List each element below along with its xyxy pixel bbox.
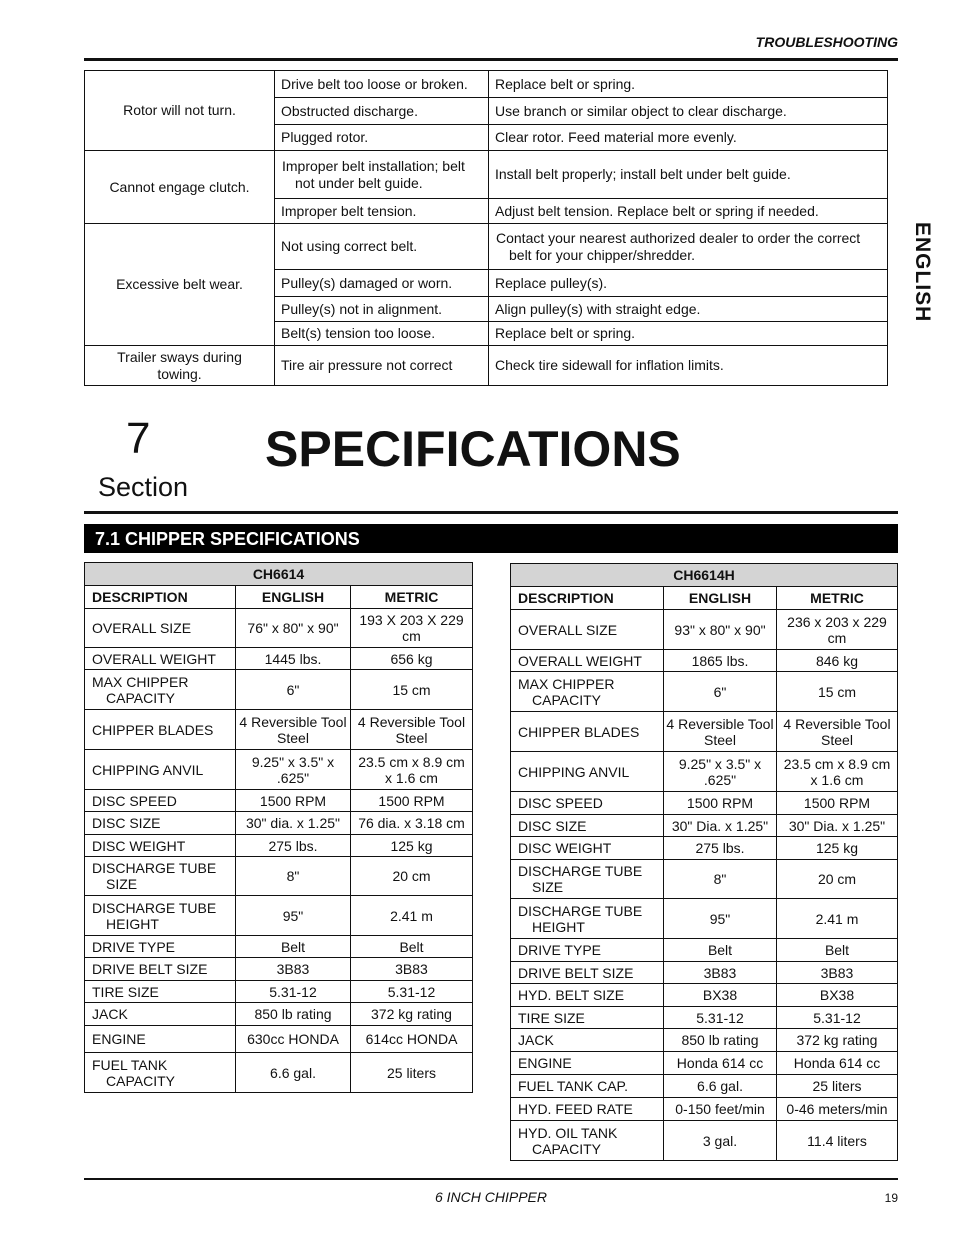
language-side-tab <box>900 222 934 332</box>
problem-cell: Cannot engage clutch. <box>85 151 275 224</box>
problem-cell: Trailer sways during towing. <box>85 346 275 386</box>
spec-english-cell: 30" dia. x 1.25" <box>236 812 351 835</box>
spec-description-cell: HYD. BELT SIZE <box>511 984 664 1007</box>
spec-description-cell: DISCHARGE TUBE HEIGHT <box>511 899 664 939</box>
footer-title: 6 INCH CHIPPER <box>434 1189 548 1205</box>
spec-row <box>85 609 473 648</box>
section-word: Section <box>98 472 189 502</box>
remedy-cell: Replace belt or spring. <box>489 71 888 98</box>
cause-cell: Pulley(s) not in alignment. <box>275 297 489 322</box>
spec-english-cell: 1865 lbs. <box>664 650 777 672</box>
spec-row <box>85 1053 473 1093</box>
spec-row <box>511 1007 898 1029</box>
spec-english-cell: 850 lb rating <box>236 1003 351 1026</box>
spec-english-cell: 5.31-12 <box>664 1007 777 1029</box>
spec-english-cell: 1500 RPM <box>664 792 777 815</box>
spec-row <box>85 710 473 750</box>
spec-english-cell: 6.6 gal. <box>236 1053 351 1093</box>
model-heading: CH6614H <box>511 564 898 587</box>
spec-metric-cell: 11.4 liters <box>777 1121 898 1161</box>
spec-row <box>511 672 898 712</box>
spec-english-cell: 95" <box>236 896 351 936</box>
cause-cell: Pulley(s) damaged or worn. <box>275 270 489 297</box>
spec-row <box>85 835 473 857</box>
spec-english-cell: 1500 RPM <box>236 790 351 812</box>
remedy-cell: Contact your nearest authorized dealer to order the correct belt for your chipper/shredder. <box>489 224 888 270</box>
spec-metric-cell: Belt <box>777 939 898 962</box>
spec-metric-cell: 3B83 <box>777 962 898 984</box>
spec-description-cell: FUEL TANK CAP. <box>511 1075 664 1098</box>
spec-description-cell: DISC SIZE <box>85 812 236 835</box>
spec-metric-cell: 20 cm <box>351 857 473 896</box>
spec-row <box>511 1052 898 1075</box>
spec-row <box>511 860 898 899</box>
spec-description-cell: MAX CHIPPER CAPACITY <box>85 670 236 710</box>
spec-row <box>511 815 898 837</box>
spec-description-cell: DISC WEIGHT <box>511 837 664 860</box>
spec-english-cell: 93" x 80" x 90" <box>664 610 777 650</box>
spec-description-cell: DRIVE TYPE <box>511 939 664 962</box>
running-header: TROUBLESHOOTING <box>755 34 898 50</box>
spec-english-cell: 95" <box>664 899 777 939</box>
spec-metric-cell: 846 kg <box>777 650 898 672</box>
spec-rows <box>511 610 898 1161</box>
spec-metric-cell: 5.31-12 <box>777 1007 898 1029</box>
spec-row <box>85 936 473 958</box>
spec-metric-cell: 125 kg <box>351 835 473 857</box>
table-row <box>85 224 888 270</box>
spec-row <box>511 1098 898 1121</box>
column-header-english: ENGLISH <box>664 587 777 610</box>
spec-metric-cell: 4 Reversible Tool Steel <box>351 710 473 750</box>
cause-cell: Belt(s) tension too loose. <box>275 322 489 346</box>
table-row <box>85 71 888 98</box>
spec-metric-cell: 3B83 <box>351 958 473 981</box>
spec-description-cell: DRIVE TYPE <box>85 936 236 958</box>
spec-metric-cell: 76 dia. x 3.18 cm <box>351 812 473 835</box>
spec-description-cell: OVERALL WEIGHT <box>85 648 236 670</box>
spec-row <box>85 958 473 981</box>
remedy-cell: Replace pulley(s). <box>489 270 888 297</box>
cause-cell: Improper belt tension. <box>275 199 489 224</box>
spec-metric-cell: 2.41 m <box>777 899 898 939</box>
spec-metric-cell: Belt <box>351 936 473 958</box>
spec-description-cell: CHIPPING ANVIL <box>85 750 236 790</box>
cause-cell: Tire air pressure not correct <box>275 346 489 386</box>
section-number: 7 <box>126 414 151 463</box>
table-row <box>85 346 888 386</box>
spec-english-cell: 3 gal. <box>664 1121 777 1161</box>
remedy-cell: Check tire sidewall for inflation limits. <box>489 346 888 386</box>
spec-metric-cell: 1500 RPM <box>777 792 898 815</box>
remedy-cell: Adjust belt tension. Replace belt or spring if needed. <box>489 199 888 224</box>
remedy-cell: Install belt properly; install belt under belt guide. <box>489 151 888 199</box>
spec-metric-cell: 193 X 203 X 229 cm <box>351 609 473 648</box>
spec-metric-cell: 25 liters <box>777 1075 898 1098</box>
footer-rule <box>84 1178 898 1180</box>
spec-english-cell: BX38 <box>664 984 777 1007</box>
spec-description-cell: JACK <box>85 1003 236 1026</box>
spec-english-cell: 4 Reversible Tool Steel <box>664 712 777 752</box>
spec-description-cell: ENGINE <box>85 1026 236 1053</box>
spec-english-cell: 3B83 <box>664 962 777 984</box>
spec-row <box>511 792 898 815</box>
spec-metric-cell: 15 cm <box>777 672 898 712</box>
spec-row <box>85 750 473 790</box>
cause-cell: Plugged rotor. <box>275 125 489 151</box>
spec-metric-cell: 2.41 m <box>351 896 473 936</box>
spec-metric-cell: 4 Reversible Tool Steel <box>777 712 898 752</box>
spec-description-cell: FUEL TANK CAPACITY <box>85 1053 236 1093</box>
spec-description-cell: DISCHARGE TUBE SIZE <box>511 860 664 899</box>
spec-english-cell: 8" <box>236 857 351 896</box>
spec-english-cell: Honda 614 cc <box>664 1052 777 1075</box>
spec-metric-cell: 25 liters <box>351 1053 473 1093</box>
spec-row <box>511 899 898 939</box>
cause-cell: Improper belt installation; belt not under belt guide. <box>275 151 489 199</box>
column-header-metric: METRIC <box>777 587 898 610</box>
cause-cell: Obstructed discharge. <box>275 98 489 125</box>
spec-english-cell: 9.25" x 3.5" x .625" <box>664 752 777 792</box>
spec-row <box>511 1029 898 1052</box>
model-heading: CH6614 <box>85 563 473 586</box>
spec-description-cell: JACK <box>511 1029 664 1052</box>
spec-description-cell: DISC SPEED <box>85 790 236 812</box>
spec-description-cell: HYD. OIL TANK CAPACITY <box>511 1121 664 1161</box>
spec-english-cell: 6.6 gal. <box>664 1075 777 1098</box>
spec-row <box>511 939 898 962</box>
spec-english-cell: 9.25" x 3.5" x .625" <box>236 750 351 790</box>
section-rule <box>84 511 898 514</box>
spec-english-cell: Belt <box>664 939 777 962</box>
spec-english-cell: 5.31-12 <box>236 981 351 1003</box>
spec-english-cell: 630cc HONDA <box>236 1026 351 1053</box>
spec-description-cell: OVERALL SIZE <box>511 610 664 650</box>
spec-description-cell: DISCHARGE TUBE SIZE <box>85 857 236 896</box>
spec-row <box>511 962 898 984</box>
spec-metric-cell: 1500 RPM <box>351 790 473 812</box>
remedy-cell: Use branch or similar object to clear discharge. <box>489 98 888 125</box>
spec-description-cell: OVERALL WEIGHT <box>511 650 664 672</box>
spec-row <box>85 812 473 835</box>
spec-row <box>511 712 898 752</box>
column-header-description: DESCRIPTION <box>511 587 664 610</box>
spec-metric-cell: Honda 614 cc <box>777 1052 898 1075</box>
section-title: SPECIFICATIONS <box>265 421 681 477</box>
remedy-cell: Replace belt or spring. <box>489 322 888 346</box>
spec-row <box>85 1003 473 1026</box>
language-label: ENGLISH <box>911 222 934 323</box>
problem-cell: Excessive belt wear. <box>85 224 275 346</box>
cause-cell: Drive belt too loose or broken. <box>275 71 489 98</box>
spec-english-cell: 3B83 <box>236 958 351 981</box>
spec-english-cell: 0-150 feet/min <box>664 1098 777 1121</box>
spec-metric-cell: BX38 <box>777 984 898 1007</box>
problem-cell: Rotor will not turn. <box>85 71 275 151</box>
spec-rows <box>85 609 473 1093</box>
troubleshooting-table <box>84 70 888 386</box>
spec-metric-cell: 125 kg <box>777 837 898 860</box>
spec-description-cell: CHIPPER BLADES <box>85 710 236 750</box>
spec-row <box>85 981 473 1003</box>
spec-table-ch6614h <box>510 563 898 1161</box>
spec-english-cell: 6" <box>664 672 777 712</box>
spec-row <box>511 984 898 1007</box>
spec-metric-cell: 30" Dia. x 1.25" <box>777 815 898 837</box>
spec-description-cell: TIRE SIZE <box>85 981 236 1003</box>
spec-row <box>511 1121 898 1161</box>
page-number: 19 <box>884 1191 898 1205</box>
spec-metric-cell: 15 cm <box>351 670 473 710</box>
header-rule <box>84 58 898 61</box>
spec-metric-cell: 614cc HONDA <box>351 1026 473 1053</box>
spec-description-cell: MAX CHIPPER CAPACITY <box>511 672 664 712</box>
spec-row <box>511 752 898 792</box>
spec-table-ch6614 <box>84 562 473 1093</box>
remedy-cell: Align pulley(s) with straight edge. <box>489 297 888 322</box>
spec-english-cell: Belt <box>236 936 351 958</box>
spec-metric-cell: 23.5 cm x 8.9 cm x 1.6 cm <box>777 752 898 792</box>
cause-cell: Not using correct belt. <box>275 224 489 270</box>
spec-metric-cell: 23.5 cm x 8.9 cm x 1.6 cm <box>351 750 473 790</box>
spec-row <box>85 857 473 896</box>
spec-description-cell: DISCHARGE TUBE HEIGHT <box>85 896 236 936</box>
spec-description-cell: CHIPPING ANVIL <box>511 752 664 792</box>
column-header-english: ENGLISH <box>236 586 351 609</box>
spec-row <box>85 648 473 670</box>
spec-english-cell: 8" <box>664 860 777 899</box>
spec-description-cell: HYD. FEED RATE <box>511 1098 664 1121</box>
subsection-heading: 7.1 CHIPPER SPECIFICATIONS <box>84 524 898 553</box>
spec-description-cell: OVERALL SIZE <box>85 609 236 648</box>
spec-description-cell: ENGINE <box>511 1052 664 1075</box>
column-header-description: DESCRIPTION <box>85 586 236 609</box>
table-row <box>85 151 888 199</box>
spec-description-cell: CHIPPER BLADES <box>511 712 664 752</box>
spec-metric-cell: 20 cm <box>777 860 898 899</box>
spec-metric-cell: 656 kg <box>351 648 473 670</box>
spec-metric-cell: 236 x 203 x 229 cm <box>777 610 898 650</box>
spec-description-cell: DISC SPEED <box>511 792 664 815</box>
spec-english-cell: 1445 lbs. <box>236 648 351 670</box>
spec-english-cell: 30" Dia. x 1.25" <box>664 815 777 837</box>
spec-row <box>511 837 898 860</box>
spec-english-cell: 6" <box>236 670 351 710</box>
spec-row <box>85 896 473 936</box>
spec-description-cell: DISC SIZE <box>511 815 664 837</box>
remedy-cell: Clear rotor. Feed material more evenly. <box>489 125 888 151</box>
spec-row <box>85 790 473 812</box>
spec-row <box>511 1075 898 1098</box>
spec-description-cell: DRIVE BELT SIZE <box>85 958 236 981</box>
spec-description-cell: TIRE SIZE <box>511 1007 664 1029</box>
spec-row <box>85 1026 473 1053</box>
spec-row <box>511 650 898 672</box>
spec-english-cell: 275 lbs. <box>236 835 351 857</box>
spec-english-cell: 275 lbs. <box>664 837 777 860</box>
spec-description-cell: DISC WEIGHT <box>85 835 236 857</box>
spec-description-cell: DRIVE BELT SIZE <box>511 962 664 984</box>
spec-metric-cell: 372 kg rating <box>777 1029 898 1052</box>
spec-english-cell: 76" x 80" x 90" <box>236 609 351 648</box>
spec-metric-cell: 0-46 meters/min <box>777 1098 898 1121</box>
column-header-metric: METRIC <box>351 586 473 609</box>
spec-metric-cell: 372 kg rating <box>351 1003 473 1026</box>
spec-row <box>85 670 473 710</box>
spec-english-cell: 850 lb rating <box>664 1029 777 1052</box>
spec-metric-cell: 5.31-12 <box>351 981 473 1003</box>
spec-row <box>511 610 898 650</box>
spec-english-cell: 4 Reversible Tool Steel <box>236 710 351 750</box>
